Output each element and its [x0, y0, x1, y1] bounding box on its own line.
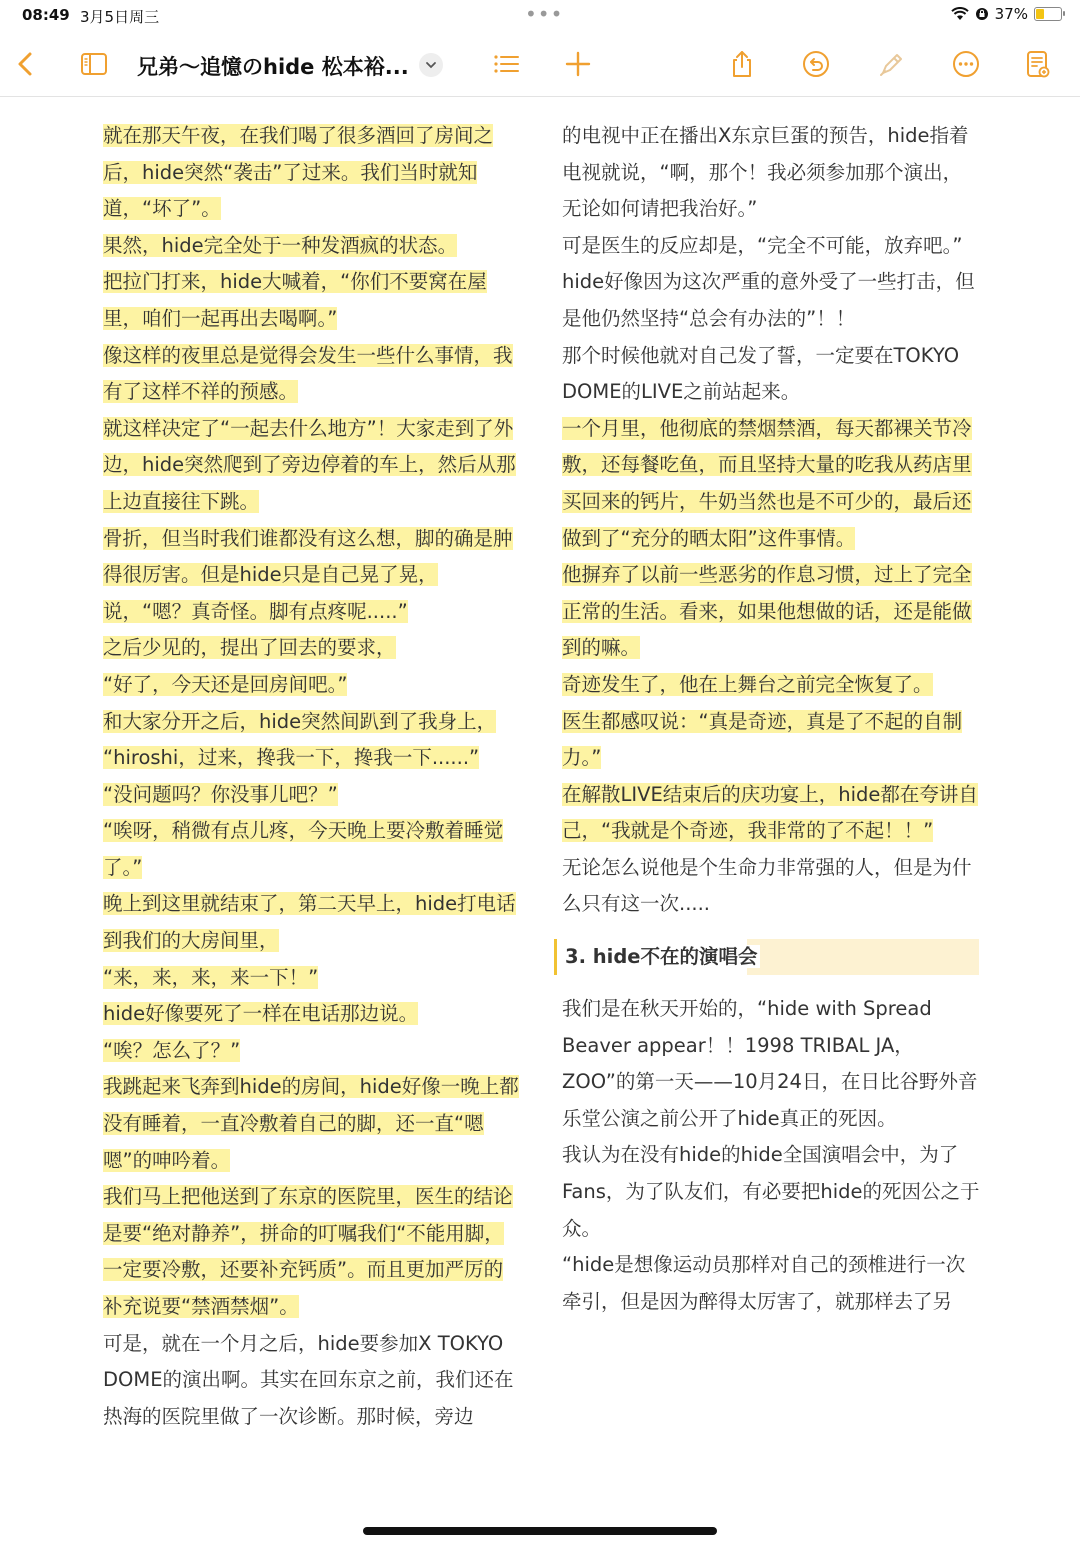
paragraph [562, 338, 980, 411]
paragraph [103, 118, 521, 228]
paragraph [103, 1179, 521, 1325]
share-icon [727, 49, 757, 79]
paragraph [562, 667, 980, 704]
highlighted-text: 果然，hide完全处于一种发酒疯的状态。 [103, 233, 458, 257]
paragraph [103, 996, 521, 1033]
paragraph [103, 264, 521, 337]
plus-icon [563, 49, 593, 79]
paragraph [103, 228, 521, 265]
highlighted-text: 晚上到这里就结束了，第二天早上，hide打电话到我们的大房间里， [103, 892, 516, 953]
paragraph-text: “hide是想像运动员那样对自己的颈椎进行一次牵引，但是因为醉得太厉害了，就那样去了另 [562, 1253, 966, 1313]
paragraph [562, 557, 980, 667]
undo-icon [801, 49, 831, 79]
note-compose-icon [1023, 49, 1053, 79]
paragraph-text: 我们是在秋天开始的，“hide with Spread Beaver appear！！1998 TRIBAL JA，ZOO”的第一天——10月24日，在日比谷野外音乐堂公演之前公开了hide真正的死因。 [562, 997, 978, 1130]
status-date: 3月5日周三 [80, 8, 160, 26]
highlighted-text: 在解散LIVE结束后的庆功宴上，hide都在夸讲自己，“我就是个奇迹，我非常的了不起！！” [562, 782, 978, 843]
note-title[interactable]: 兄弟～追憶のhide 松本裕... [137, 55, 409, 79]
markup-button[interactable] [874, 46, 910, 82]
paragraph [562, 704, 980, 777]
paragraph [103, 740, 521, 777]
paragraph [562, 850, 980, 923]
paragraph-text: hide好像因为这次严重的意外受了一些打击，但是他仍然坚持“总会有办法的”！！ [562, 270, 975, 330]
paragraph [103, 960, 521, 997]
notes-toolbar [0, 32, 1080, 97]
battery-level [1036, 9, 1044, 19]
highlighted-text: 他摒弃了以前一些恶劣的作息习惯，过上了完全正常的生活。看来，如果他想做的话，还是能做到的嘛。 [562, 563, 972, 660]
paragraph-text: 那个时候他就对自己发了誓，一定要在TOKYO DOME的LIVE之前站起来。 [562, 343, 960, 404]
highlighted-text: 骨折，但当时我们谁都没有这么想，脚的确是肿得很厉害。但是hide只是自己晃了晃，说，“嗯？真奇怪。脚有点疼呢.....” [103, 526, 513, 623]
paragraph [103, 1033, 521, 1070]
battery-icon [1034, 7, 1062, 21]
paragraph [562, 1137, 980, 1247]
highlighted-text: 之后少见的，提出了回去的要求， [103, 636, 396, 660]
paragraph [103, 704, 521, 741]
paragraph-text: 可是，就在一个月之后，hide要参加X TOKYO DOME的演出啊。其实在回东京之前，我们还在热海的医院里做了一次诊断。那时候，旁边 [103, 1331, 514, 1428]
paragraph [562, 777, 980, 850]
sidebar-toggle-button[interactable] [76, 46, 112, 82]
status-bar [0, 0, 1080, 32]
highlighted-text: “hiroshi，过来，搀我一下，搀我一下......” [103, 746, 480, 770]
multitask-dots-icon[interactable]: ••• [525, 2, 564, 26]
paragraph [562, 411, 980, 557]
note-body-left-column[interactable] [103, 118, 521, 1435]
paragraph-text: 可是医生的反应却是，“完全不可能，放弃吧。” [562, 233, 963, 257]
paragraph [562, 264, 980, 337]
status-time: 08:49 [22, 6, 70, 24]
title-menu-button[interactable] [419, 53, 443, 77]
note-body-right-column[interactable] [562, 118, 980, 1320]
highlighted-text: 像这样的夜里总是觉得会发生一些什么事情，我有了这样不祥的预感。 [103, 343, 513, 404]
highlighted-text: 就这样决定了“一起去什么地方”！大家走到了外边，hide突然爬到了旁边停着的车上，然后从那上边直接往下跳。 [103, 416, 516, 513]
highlighted-text: “唉？怎么了？” [103, 1038, 241, 1062]
battery-percent: 37% [994, 5, 1028, 23]
paragraph [562, 1247, 980, 1320]
undo-button[interactable] [798, 46, 834, 82]
section-heading-text: 3. hide不在的演唱会 [565, 945, 758, 969]
chevron-left-icon [11, 49, 41, 79]
highlighted-text: 奇迹发生了，他在上舞台之前完全恢复了。 [562, 672, 933, 696]
highlighted-text: “好了，今天还是回房间吧。” [103, 672, 348, 696]
paragraph [103, 338, 521, 411]
highlighted-text: “唉呀，稍微有点儿疼，今天晚上要冷敷着睡觉了。” [103, 819, 504, 879]
highlighted-text: 把拉门打来，hide大喊着，“你们不要窝在屋里，咱们一起再出去喝啊。” [103, 270, 487, 330]
compose-note-button[interactable] [1020, 46, 1056, 82]
share-button[interactable] [724, 46, 760, 82]
highlighted-text: “来，来，来，来一下！” [103, 965, 319, 989]
highlighted-text: 医生都感叹说：“真是奇迹，真是了不起的自制力。” [562, 709, 963, 770]
paragraph [562, 228, 980, 265]
paragraph-text: 的电视中正在播出X东京巨蛋的预告，hide指着电视就说，“啊，那个！我必须参加那个演出，无论如何请把我治好。” [562, 124, 969, 221]
section-heading [554, 939, 979, 975]
paragraph [562, 118, 980, 228]
paragraph [103, 886, 521, 959]
highlighted-text: “没问题吗？你没事儿吧？” [103, 782, 338, 806]
paragraph [103, 777, 521, 814]
paragraph-text: 无论怎么说他是个生命力非常强的人，但是为什么只有这一次..... [562, 855, 972, 916]
paragraph [103, 411, 521, 521]
back-button[interactable] [8, 46, 44, 82]
highlighted-text: 我跳起来飞奔到hide的房间，hide好像一晚上都没有睡着，一直冷敷着自己的脚，还一直“嗯嗯”的呻吟着。 [103, 1075, 519, 1172]
paragraph [103, 1069, 521, 1179]
paragraph [103, 521, 521, 631]
ellipsis-icon [951, 49, 981, 79]
highlighted-text: hide好像要死了一样在电话那边说。 [103, 1002, 419, 1026]
paragraph-text: 我认为在没有hide的hide全国演唱会中，为了Fans，为了队友们，有必要把hide的死因公之于众。 [562, 1143, 980, 1240]
checklist-button[interactable] [488, 46, 524, 82]
paragraph [103, 1326, 521, 1436]
paragraph [562, 991, 980, 1137]
pen-icon [877, 49, 907, 79]
highlighted-text: 就在那天午夜，在我们喝了很多酒回了房间之后，hide突然“袭击”了过来。我们当时就知道，“坏了”。 [103, 124, 494, 221]
right-column-bottom-text [562, 991, 980, 1320]
checklist-icon [491, 49, 521, 79]
wifi-icon [951, 7, 969, 21]
more-options-button[interactable] [948, 46, 984, 82]
chevron-down-icon [425, 59, 437, 71]
home-indicator[interactable] [363, 1527, 717, 1535]
right-column-top-text [562, 118, 980, 923]
highlighted-text: 我们马上把他送到了东京的医院里，医生的结论是要“绝对静养”，拼命的叮嘱我们“不能用脚，一定要冷敷，还要补充钙质”。而且更加严厉的补充说要“禁酒禁烟”。 [103, 1185, 513, 1318]
paragraph [103, 667, 521, 704]
add-button[interactable] [560, 46, 596, 82]
sidebar-icon [79, 49, 109, 79]
status-indicators [951, 5, 1062, 23]
highlighted-text: 一个月里，他彻底的禁烟禁酒，每天都裸关节冷敷，还每餐吃鱼，而且坚持大量的吃我从药店里买回来的钙片，牛奶当然也是不可少的，最后还做到了“充分的晒太阳”这件事情。 [562, 416, 972, 550]
screen-lock-icon [975, 7, 989, 21]
paragraph [103, 630, 521, 667]
highlighted-text: 和大家分开之后，hide突然间趴到了我身上， [103, 709, 497, 733]
paragraph [103, 813, 521, 886]
